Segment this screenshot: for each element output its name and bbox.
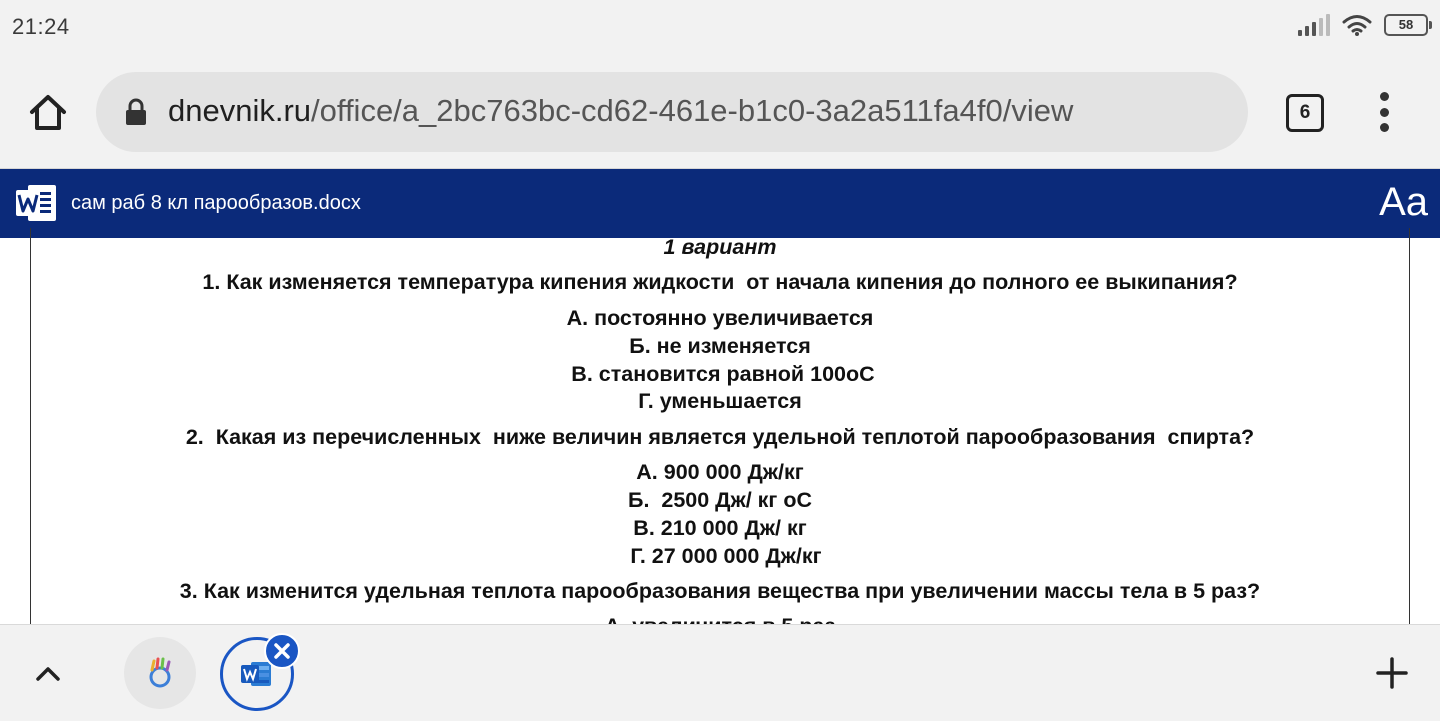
answer-option: А. постоянно увеличивается — [566, 306, 874, 330]
menu-dot — [1380, 108, 1389, 117]
chevron-up-icon[interactable] — [30, 655, 66, 691]
answer-option: А. 900 000 Дж/кг — [636, 460, 804, 484]
document-line-variant: 1 вариант — [663, 235, 777, 259]
url-domain: dnevnik.ru — [168, 93, 312, 128]
document-file-name: сам раб 8 кл парообразов.docx — [71, 192, 361, 214]
answer-option: Г. 27 000 000 Дж/кг — [618, 544, 822, 568]
answer-option: Б. 2500 Дж/ кг оС — [627, 488, 813, 512]
close-tab-icon[interactable] — [264, 633, 300, 669]
answer-option: Б. не изменяется — [629, 334, 811, 358]
answer-option: В. становится равной 100оС — [565, 362, 875, 386]
tab-strip — [0, 624, 1440, 721]
status-icons — [1298, 14, 1428, 36]
tab-switcher-button[interactable]: 6 — [1286, 94, 1324, 132]
status-time: 21:24 — [12, 14, 70, 39]
menu-dot — [1380, 92, 1389, 101]
wifi-icon — [1342, 14, 1372, 36]
text-size-button[interactable]: Aa — [1379, 180, 1428, 224]
plus-icon[interactable] — [1374, 655, 1410, 691]
more-menu-button[interactable] — [1370, 92, 1398, 132]
url-path: /office/a_2bc763bc-cd62-461e-b1c0-3a2a511fa4f0/view — [311, 93, 1074, 128]
word-icon — [14, 181, 58, 225]
battery-icon: 58 — [1384, 14, 1428, 36]
answer-option: В. 210 000 Дж/ кг — [633, 516, 807, 540]
status-bar — [0, 0, 1440, 56]
browser-toolbar — [0, 56, 1440, 169]
url-text[interactable] — [168, 93, 1073, 129]
lock-icon[interactable] — [124, 98, 148, 126]
home-icon[interactable] — [26, 90, 70, 134]
menu-dot — [1380, 123, 1389, 132]
cellular-signal-icon — [1298, 14, 1330, 36]
address-bar[interactable] — [96, 72, 1248, 152]
tab-dnevnik[interactable] — [124, 637, 196, 709]
question-2: 2. Какая из перечисленных ниже величин является удельной теплотой парообразования спирта? — [185, 425, 1255, 449]
document-content[interactable] — [0, 235, 1440, 624]
question-3: 3. Как изменится удельная теплота парообразования вещества при увеличении массы тела в 5 раз? — [179, 579, 1261, 603]
dnevnik-tab-icon — [124, 637, 196, 709]
answer-option: Г. уменьшается — [638, 389, 802, 413]
question-1: 1. Как изменяется температура кипения жидкости от начала кипения до полного ее выкипания? — [202, 270, 1238, 294]
